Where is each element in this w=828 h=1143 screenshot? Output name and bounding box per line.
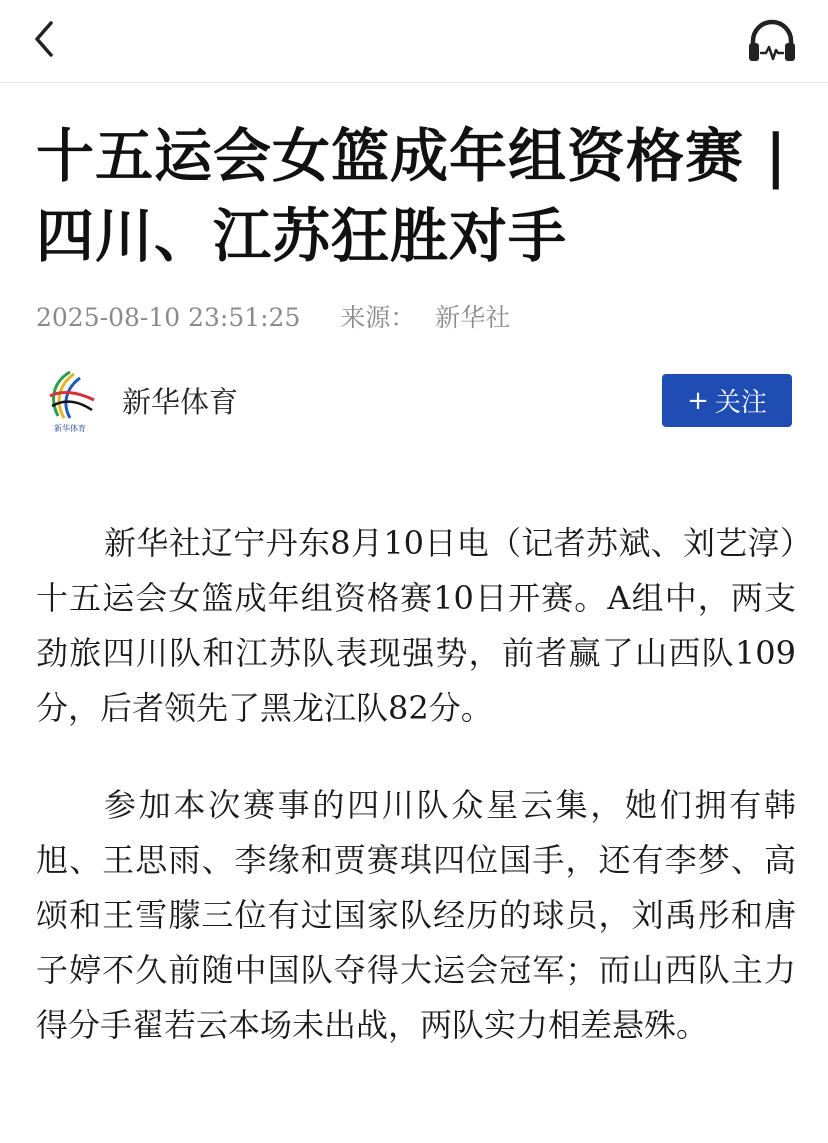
article-paragraph: 参加本次赛事的四川队众星云集，她们拥有韩旭、王思雨、李缘和贾赛琪四位国手，还有李梦、高颂和王雪朦三位有过国家队经历的球员，刘禹彤和唐子婷不久前随中国队夺得大运会冠军；而山西队主力得分手翟若云本场未出战，两队实力相差悬殊。: [36, 786, 796, 1044]
plus-icon: +: [687, 385, 709, 416]
article-body: [36, 516, 796, 1095]
author-avatar[interactable]: [40, 366, 100, 434]
source-label: 来源：: [340, 303, 416, 332]
follow-button[interactable]: [662, 374, 792, 427]
logo-caption: 新华体育: [54, 424, 86, 433]
article-meta: [36, 298, 510, 338]
back-button[interactable]: [22, 16, 68, 62]
article-paragraph: 新华社辽宁丹东8月10日电（记者苏斌、刘艺淳）十五运会女篮成年组资格赛10日开赛。A组中，两支劲旅四川队和江苏队表现强势，前者赢了山西队109分，后者领先了黑龙江队82分。: [36, 524, 796, 727]
chevron-left-icon: [31, 19, 59, 59]
author-name[interactable]: 新华体育: [122, 385, 239, 419]
headphones-icon: [747, 17, 797, 63]
source-name: 新华社: [435, 303, 511, 332]
xinhua-sports-logo: [40, 366, 100, 434]
top-navigation-bar: [0, 0, 828, 83]
article-title: 十五运会女篮成年组资格赛 | 四川、江苏狂胜对手: [36, 122, 788, 270]
publish-datetime: 2025-08-10 23:51:25: [36, 303, 301, 332]
listen-audio-button[interactable]: [746, 14, 798, 66]
follow-label: 关注: [714, 388, 767, 418]
author-bar: [36, 364, 792, 440]
